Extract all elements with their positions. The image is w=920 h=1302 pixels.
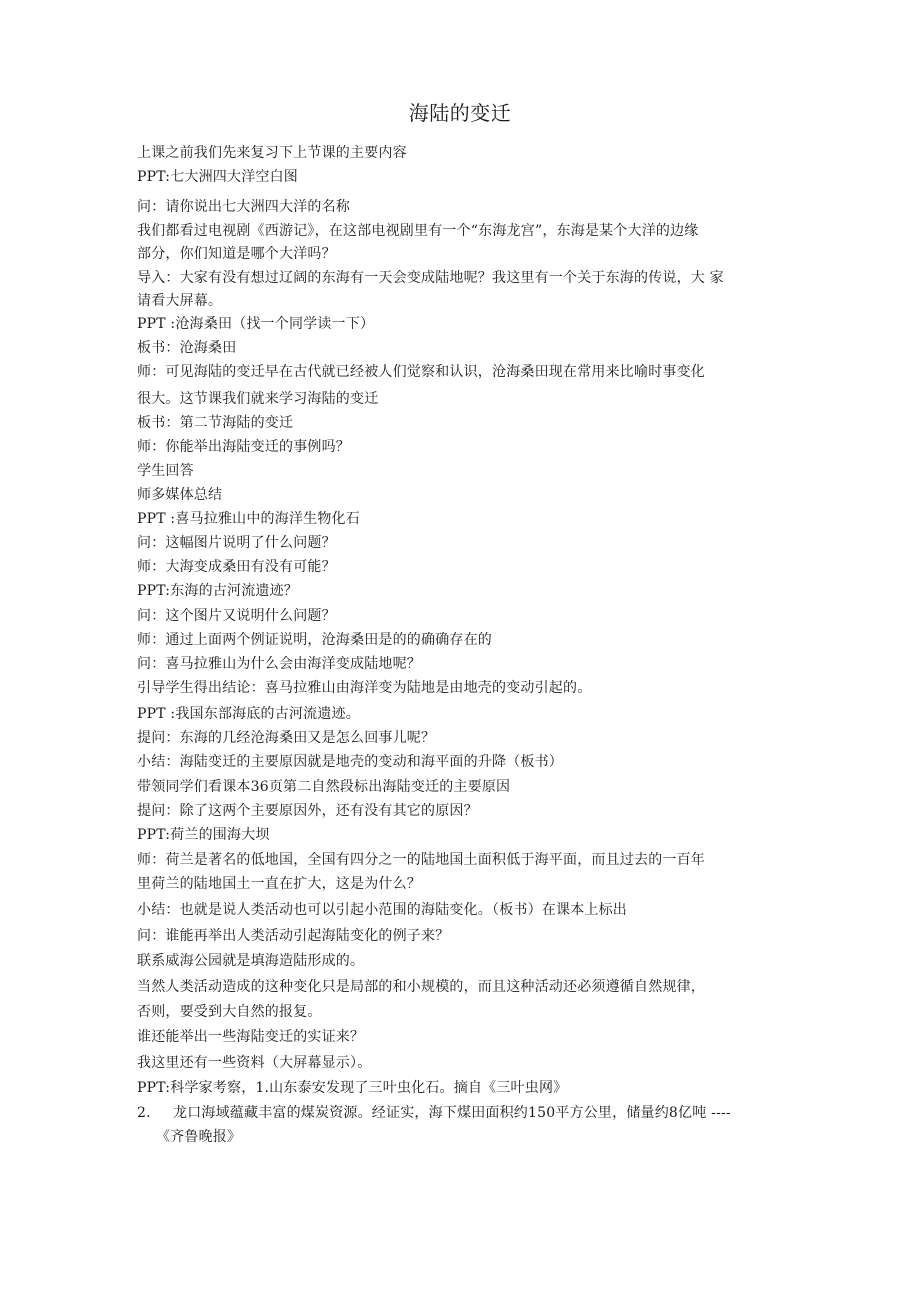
item-number: 2. [137, 1105, 151, 1121]
text-line: 引导学生得出结论：喜马拉雅山由海洋变为陆地是由地壳的变动引起的。 [137, 680, 592, 696]
text-line: 联系威海公园就是填海造陆形成的。 [137, 953, 365, 969]
text-line: 请看大屏幕。 [137, 293, 223, 309]
text-line: 提问：除了这两个主要原因外，还有没有其它的原因？ [137, 803, 478, 819]
text-line: 问：喜马拉雅山为什么会由海洋变成陆地呢？ [137, 656, 421, 672]
text-line: PPT :我国东部海底的古河流遗迹。 [137, 706, 360, 722]
text-line: 部分，你们知道是哪个大洋吗？ [137, 246, 336, 262]
text-line: 导入：大家有没有想过辽阔的东海有一天会变成陆地呢？我这里有一个关于东海的传说，大 家 [137, 270, 724, 286]
text-line: 里荷兰的陆地国土一直在扩大，这是为什么？ [137, 876, 421, 892]
text-line: 问：请你说出七大洲四大洋的名称 [137, 199, 350, 215]
item-text: 龙口海域蕴藏丰富的煤炭资源。经证实，海下煤田面积约150平方公里，储量约8亿吨 ---- [173, 1105, 731, 1121]
text-line: 板书：第二节海陆的变迁 [137, 415, 294, 431]
text-line: 小结：海陆变迁的主要原因就是地壳的变动和海平面的升降（板书） [137, 754, 563, 770]
text-line: 问：谁能再举出人类活动引起海陆变化的例子来？ [137, 928, 450, 944]
text-line: 我这里还有一些资料（大屏幕显示）。 [137, 1055, 372, 1071]
text-line: 上课之前我们先来复习下上节课的主要内容 [137, 145, 407, 161]
text-line: 小结：也就是说人类活动也可以引起小范围的海陆变化。（板书）在课本上标出 [137, 902, 627, 918]
text-line: PPT:七大洲四大洋空白图 [137, 169, 298, 185]
text-line: 师：大海变成桑田有没有可能？ [137, 559, 336, 575]
text-line: 否则，要受到大自然的报复。 [137, 1004, 322, 1020]
text-line: PPT:东海的古河流遗迹？ [137, 583, 298, 599]
item-continuation: 《齐鲁晚报》 [156, 1129, 242, 1145]
text-line: 师：你能举出海陆变迁的事例吗？ [137, 439, 350, 455]
text-line: 师：可见海陆的变迁早在古代就已经被人们觉察和认识，沧海桑田现在常用来比喻时事变化 [137, 364, 705, 380]
text-line: 问：这个图片又说明什么问题？ [137, 608, 336, 624]
text-line: 带领同学们看课本36页第二自然段标出海陆变迁的主要原因 [137, 779, 511, 795]
text-line: 学生回答 [137, 463, 194, 479]
text-line: 问：这幅图片说明了什么问题？ [137, 535, 336, 551]
text-line: PPT:科学家考察，1.山东泰安发现了三叶虫化石。摘自《三叶虫网》 [137, 1080, 568, 1096]
numbered-item [137, 1103, 731, 1123]
text-line: 当然人类活动造成的这种变化只是局部的和小规模的，而且这种活动还必须遵循自然规律， [137, 979, 705, 995]
text-line: 板书：沧海桑田 [137, 340, 237, 356]
text-line: PPT:荷兰的围海大坝 [137, 827, 270, 843]
text-line: PPT :沧海桑田（找一个同学读一下） [137, 316, 375, 332]
text-line: 谁还能举出一些海陆变迁的实证来？ [137, 1029, 365, 1045]
text-line: 很大。这节课我们就来学习海陆的变迁 [137, 391, 379, 407]
text-line: 提问：东海的几经沧海桑田又是怎么回事儿呢？ [137, 730, 436, 746]
text-line: 师多媒体总结 [137, 487, 223, 503]
text-line: 师：荷兰是著名的低地国，全国有四分之一的陆地国土面积低于海平面，而且过去的一百年 [137, 852, 705, 868]
text-line: 我们都看过电视剧《西游记》，在这部电视剧里有一个“东海龙宫”，东海是某个大洋的边缘 [137, 223, 699, 239]
text-line: PPT :喜马拉雅山中的海洋生物化石 [137, 511, 360, 527]
document-title: 海陆的变迁 [408, 101, 512, 125]
text-line: 师：通过上面两个例证说明，沧海桑田是的的确确存在的 [137, 632, 492, 648]
